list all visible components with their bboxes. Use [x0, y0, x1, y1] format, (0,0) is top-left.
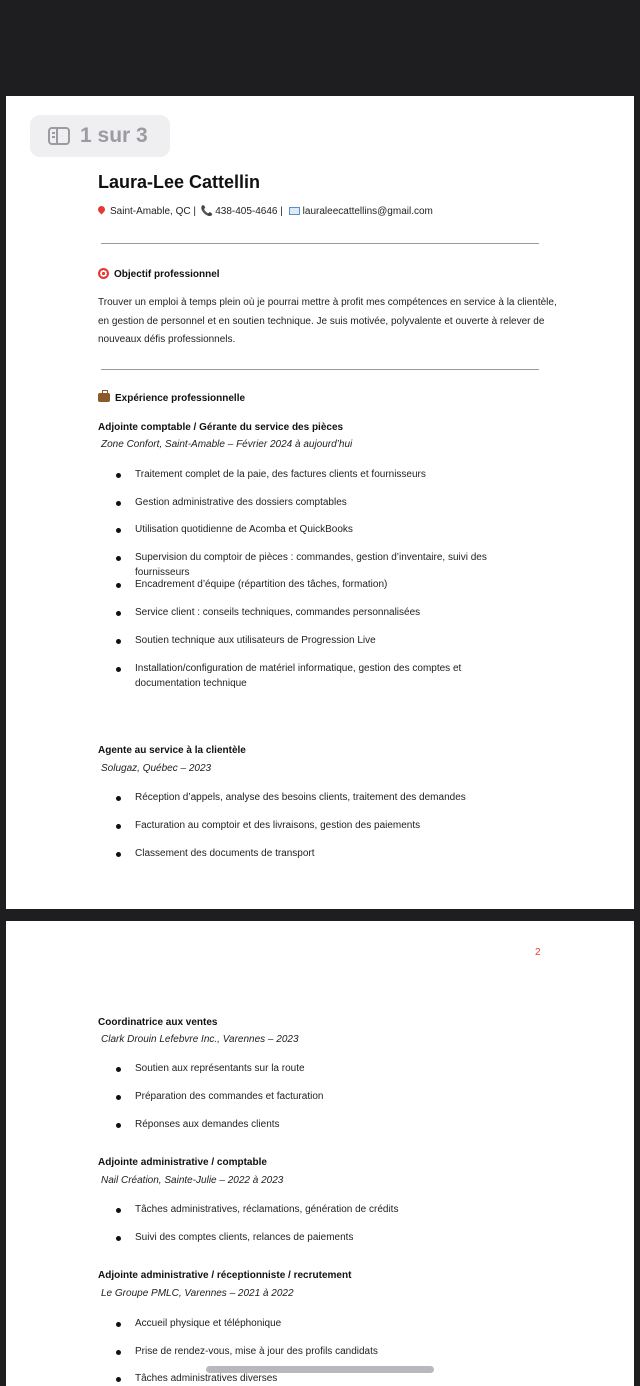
bullet-dot [116, 501, 121, 506]
divider [101, 369, 539, 370]
list-item [116, 1345, 536, 1360]
contact-line [98, 206, 433, 217]
list-item-text: Tâches administratives diverses [135, 1373, 278, 1384]
list-item-text: Supervision du comptoir de pièces : commandes, gestion d’inventaire, suivi des fournisseurs [135, 552, 487, 578]
job-title: Agente au service à la clientèle [98, 745, 246, 756]
bullet-dot [116, 667, 121, 672]
page-indicator-label: 1 sur 3 [80, 124, 148, 147]
job-title: Adjointe comptable / Gérante du service des pièces [98, 422, 344, 433]
bullet-dot [116, 1322, 121, 1327]
job-meta: Clark Drouin Lefebvre Inc., Varennes – 2023 [101, 1034, 299, 1045]
sidebar-icon[interactable] [48, 127, 70, 145]
bullet-dot [116, 1208, 121, 1213]
list-item [116, 1062, 536, 1077]
bullet-dot [116, 583, 121, 588]
experience-heading [98, 393, 245, 404]
list-item [116, 662, 516, 691]
target-icon [98, 268, 109, 279]
bullet-dot [116, 824, 121, 829]
contact-separator: | [280, 206, 283, 217]
experience-title: Expérience professionnelle [115, 393, 246, 404]
list-item-text: Soutien technique aux utilisateurs de Progression Live [135, 635, 376, 646]
list-item-text: Réponses aux demandes clients [135, 1119, 280, 1130]
list-item-text: Traitement complet de la paie, des factures clients et fournisseurs [135, 469, 426, 480]
document-page-1 [6, 96, 634, 909]
bullet-dot [116, 1350, 121, 1355]
bullet-dot [116, 528, 121, 533]
list-item-text: Classement des documents de transport [135, 848, 315, 859]
list-item [116, 1317, 536, 1332]
list-item [116, 468, 536, 483]
list-item-text: Tâches administratives, réclamations, génération de crédits [135, 1204, 399, 1215]
list-item [116, 1372, 536, 1386]
list-item [116, 578, 536, 593]
bullet-dot [116, 1095, 121, 1100]
job-title: Adjointe administrative / réceptionniste / recrutement [98, 1270, 352, 1281]
email-icon [289, 207, 300, 215]
document-page-2 [6, 921, 634, 1386]
list-item [116, 819, 536, 834]
list-item-text: Utilisation quotidienne de Acomba et QuickBooks [135, 524, 353, 535]
bullet-dot [116, 473, 121, 478]
page-number: 2 [535, 947, 541, 958]
contact-phone: 438-405-4646 [215, 206, 278, 217]
list-item [116, 1231, 536, 1246]
contact-separator: | [193, 206, 196, 217]
phone-icon: 📞 [200, 206, 214, 217]
job-meta: Nail Création, Sainte-Julie – 2022 à 2023 [101, 1175, 284, 1186]
home-indicator[interactable] [206, 1366, 434, 1373]
bullet-dot [116, 1123, 121, 1128]
list-item-text: Préparation des commandes et facturation [135, 1091, 324, 1102]
list-item-text: Réception d’appels, analyse des besoins clients, traitement des demandes [135, 792, 466, 803]
contact-location: Saint-Amable, QC [110, 206, 191, 217]
list-item-text: Soutien aux représentants sur la route [135, 1063, 305, 1074]
list-item-text: Service client : conseils techniques, commandes personnalisées [135, 607, 421, 618]
objective-text: Trouver un emploi à temps plein où je pourrai mettre à profit mes compétences en service à la clientèle, en gestion de personnel et en soutien technique. Je suis motivée, polyvalente et ouverte à relever de nouveaux défis professionnels. [98, 297, 557, 345]
list-item-text: Accueil physique et téléphonique [135, 1318, 282, 1329]
bullet-dot [116, 556, 121, 561]
bullet-dot [116, 852, 121, 857]
location-pin-icon [97, 205, 107, 215]
job-title: Coordinatrice aux ventes [98, 1017, 218, 1028]
page-indicator[interactable] [30, 115, 170, 157]
list-item [116, 496, 536, 511]
divider [101, 243, 539, 244]
list-item [116, 791, 536, 806]
bullet-dot [116, 1067, 121, 1072]
list-item [116, 1090, 536, 1105]
list-item [116, 1118, 536, 1133]
list-item [116, 606, 536, 621]
bullet-dot [116, 611, 121, 616]
objective-title: Objectif professionnel [114, 269, 220, 280]
briefcase-icon [98, 393, 110, 402]
list-item [116, 1203, 536, 1218]
list-item-text: Suivi des comptes clients, relances de paiements [135, 1232, 354, 1243]
list-item [116, 847, 536, 862]
list-item [116, 523, 536, 538]
job-meta: Le Groupe PMLC, Varennes – 2021 à 2022 [101, 1288, 294, 1299]
job-meta: Zone Confort, Saint-Amable – Février 2024 à aujourd’hui [101, 439, 353, 450]
bullet-dot [116, 1236, 121, 1241]
list-item-text: Installation/configuration de matériel informatique, gestion des comptes et documentation technique [135, 663, 462, 689]
list-item-text: Encadrement d’équipe (répartition des tâches, formation) [135, 579, 388, 590]
bullet-dot [116, 639, 121, 644]
contact-email[interactable]: lauraleecattellins@gmail.com [302, 206, 433, 217]
bullet-dot [116, 796, 121, 801]
bullet-dot [116, 1377, 121, 1382]
job-meta: Solugaz, Québec – 2023 [101, 763, 212, 774]
objective-heading [98, 268, 220, 280]
list-item [116, 551, 536, 580]
list-item [116, 634, 536, 649]
list-item-text: Gestion administrative des dossiers comptables [135, 497, 347, 508]
list-item-text: Prise de rendez-vous, mise à jour des profils candidats [135, 1346, 378, 1357]
job-title: Adjointe administrative / comptable [98, 1157, 267, 1168]
list-item-text: Facturation au comptoir et des livraisons, gestion des paiements [135, 820, 421, 831]
candidate-name: Laura-Lee Cattellin [98, 172, 261, 192]
